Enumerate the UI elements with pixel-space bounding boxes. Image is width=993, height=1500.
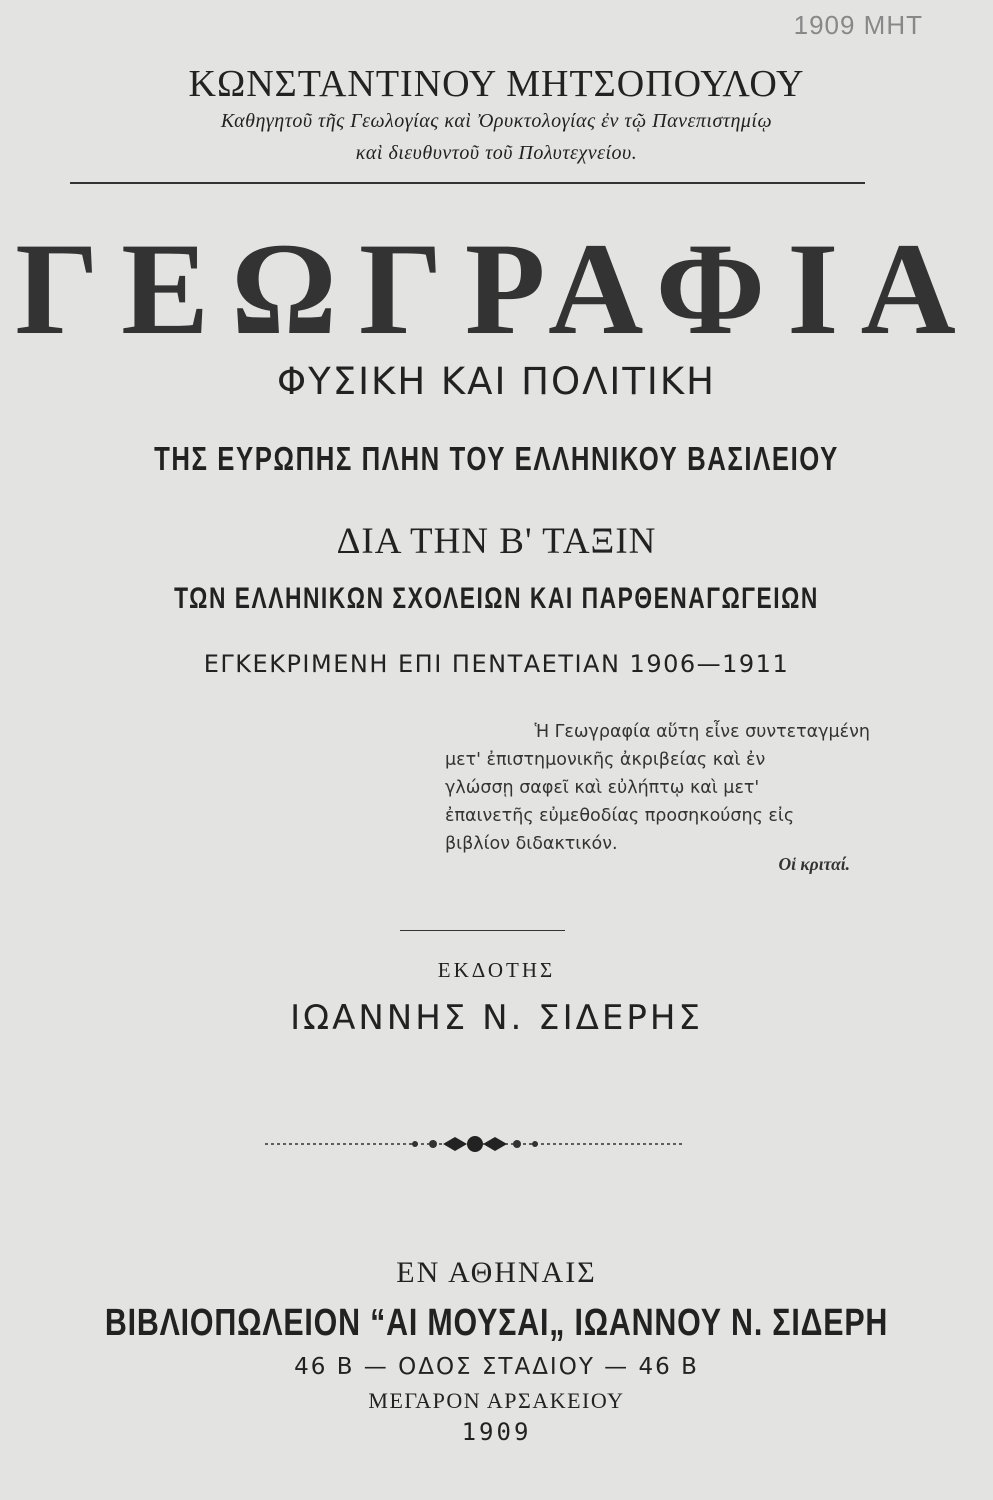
imprint-year: 1909 bbox=[461, 1418, 532, 1446]
ornament-diamond bbox=[483, 1137, 507, 1151]
quote-line: γλώσσῃ σαφεῖ καὶ εὐλήπτῳ καὶ μετ' bbox=[445, 778, 760, 798]
short-divider bbox=[400, 930, 565, 931]
quote-line: βιβλίον διδακτικόν. bbox=[445, 834, 618, 854]
critics-quote bbox=[445, 718, 870, 878]
subtitle: ΦΥΣΙΚΗ ΚΑΙ ΠΟΛΙΤΙΚΗ bbox=[277, 360, 716, 403]
scope-line: ΤΗΣ ΕΥΡΩΠΗΣ ΠΛΗΝ ΤΟΥ ΕΛΛΗΝΙΚΟΥ ΒΑΣΙΛΕΙΟΥ bbox=[154, 440, 839, 477]
imprint-building: ΜΕΓΑΡΟΝ ΑΡΣΑΚΕΙΟΥ bbox=[368, 1388, 625, 1413]
imprint-address: 46 Β — ΟΔΟΣ ΣΤΑΔΙΟΥ — 46 Β bbox=[294, 1354, 699, 1380]
quote-line: Ἡ Γεωγραφία αὕτη εἶνε συντεταγμένη bbox=[534, 722, 870, 742]
book-title: ΓΕΩΓΡΑΦΙΑ bbox=[15, 215, 978, 362]
header-divider bbox=[70, 182, 865, 184]
ornament-dot bbox=[532, 1141, 538, 1147]
shelf-mark: 1909 ΜΗΤ bbox=[793, 10, 923, 40]
publisher-label: ΕΚΔΟΤΗΣ bbox=[437, 958, 556, 982]
ornament-center bbox=[467, 1136, 483, 1152]
imprint-city: ΕΝ ΑΘΗΝΑΙΣ bbox=[396, 1256, 597, 1289]
grade-line: ΔΙΑ ΤΗΝ Β' ΤΑΞΙΝ bbox=[336, 521, 657, 562]
ornament-dot bbox=[513, 1140, 521, 1148]
ornament-divider bbox=[265, 1132, 685, 1156]
ornament-dot bbox=[412, 1141, 418, 1147]
author-credential-1: Καθηγητοῦ τῆς Γεωλογίας καὶ Ὀρυκτολογίας ἐν τῷ Πανεπιστημίῳ bbox=[220, 110, 773, 132]
ornament-dot bbox=[429, 1140, 437, 1148]
publisher-name: ΙΩΑΝΝΗΣ Ν. ΣΙΔΕΡΗΣ bbox=[290, 998, 703, 1038]
quote-line: μετ' ἐπιστημονικῆς ἀκριβείας καὶ ἐν bbox=[445, 750, 766, 770]
author-credential-2: καὶ διευθυντοῦ τοῦ Πολυτεχνείου. bbox=[355, 142, 638, 164]
schools-line: ΤΩΝ ΕΛΛΗΝΙΚΩΝ ΣΧΟΛΕΙΩΝ ΚΑΙ ΠΑΡΘΕΝΑΓΩΓΕΙΩΝ bbox=[174, 582, 819, 615]
author-name: ΚΩΝΣΤΑΝΤΙΝΟΥ ΜΗΤΣΟΠΟΥΛΟΥ bbox=[188, 63, 805, 105]
imprint-bookstore: ΒΙΒΛΙΟΠΩΛΕΙΟΝ “ΑΙ ΜΟΥΣΑΙ„ ΙΩΑΝΝΟΥ Ν. ΣΙΔΕΡΗ bbox=[104, 1302, 889, 1344]
quote-signature: Οἱ κριταί. bbox=[778, 854, 850, 874]
quote-line: ἐπαινετῆς εὐμεθοδίας προσηκούσης εἰς bbox=[445, 806, 795, 826]
ornament-diamond bbox=[443, 1137, 467, 1151]
approval-line: ΕΓΚΕΚΡΙΜΕΝΗ ΕΠΙ ΠΕΝΤΑΕΤΙΑΝ 1906—1911 bbox=[203, 650, 790, 678]
